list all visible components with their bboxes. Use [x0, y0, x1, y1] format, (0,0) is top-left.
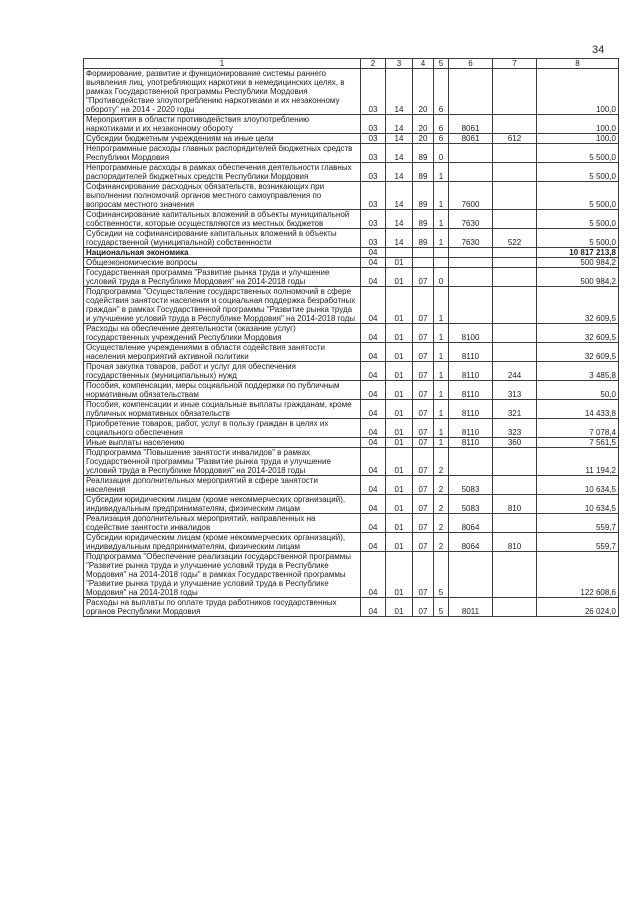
row-code-cell: 01 [386, 552, 413, 598]
row-code-cell: 03 [361, 210, 386, 229]
table-row [84, 552, 619, 598]
row-sum-cell: 5 500,0 [537, 210, 619, 229]
row-code-cell: 1 [434, 229, 449, 248]
row-code-cell: 323 [493, 419, 537, 438]
row-code-cell: 01 [386, 343, 413, 362]
row-sum-cell: 50,0 [537, 381, 619, 400]
row-code-cell: 07 [413, 381, 434, 400]
row-code-cell: 07 [413, 448, 434, 476]
row-code-cell: 1 [434, 324, 449, 343]
row-name-cell: Субсидии на софинансирование капитальных вложений в объекты государственной (муниципальной) собственности [84, 229, 361, 248]
table-row [84, 362, 619, 381]
row-code-cell: 321 [493, 400, 537, 419]
row-name-cell: Непрограммные расходы в рамках обеспечения деятельности главных распорядителей бюджетных средств Республики Мордовия [84, 163, 361, 182]
table-row [84, 598, 619, 617]
row-sum-cell: 5 500,0 [537, 163, 619, 182]
row-code-cell: 0 [434, 268, 449, 287]
row-sum-cell: 100,0 [537, 115, 619, 134]
row-code-cell: 612 [493, 134, 537, 144]
row-code-cell [493, 287, 537, 324]
row-code-cell: 04 [361, 248, 386, 258]
row-code-cell: 1 [434, 438, 449, 448]
row-code-cell: 07 [413, 533, 434, 552]
row-name-cell: Приобретение товаров, работ, услуг в пользу граждан в целях их социального обеспечения [84, 419, 361, 438]
row-code-cell: 14 [386, 210, 413, 229]
row-code-cell [434, 248, 449, 258]
row-code-cell: 1 [434, 210, 449, 229]
row-code-cell [449, 144, 493, 163]
row-code-cell: 1 [434, 381, 449, 400]
row-name-cell: Субсидии бюджетным учреждениям на иные цели [84, 134, 361, 144]
row-code-cell: 7630 [449, 210, 493, 229]
header-cell: 4 [413, 59, 434, 69]
table-row [84, 115, 619, 134]
row-sum-cell: 3 485,8 [537, 362, 619, 381]
row-code-cell: 6 [434, 115, 449, 134]
row-code-cell [493, 448, 537, 476]
row-sum-cell: 14 433,8 [537, 400, 619, 419]
row-code-cell: 01 [386, 258, 413, 268]
budget-table [83, 58, 619, 617]
table-row [84, 448, 619, 476]
row-code-cell: 04 [361, 552, 386, 598]
row-code-cell: 03 [361, 134, 386, 144]
row-name-cell: Субсидии юридическим лицам (кроме некоммерческих организаций), индивидуальным предпринимателям, физическим лицам [84, 495, 361, 514]
table-row [84, 182, 619, 210]
row-code-cell [493, 258, 537, 268]
table-row [84, 533, 619, 552]
row-code-cell: 20 [413, 134, 434, 144]
row-sum-cell: 32 609,5 [537, 324, 619, 343]
row-code-cell: 03 [361, 182, 386, 210]
row-code-cell: 8100 [449, 324, 493, 343]
row-code-cell: 89 [413, 182, 434, 210]
row-code-cell: 14 [386, 163, 413, 182]
row-sum-cell: 11 194,2 [537, 448, 619, 476]
row-code-cell [386, 248, 413, 258]
row-code-cell: 20 [413, 115, 434, 134]
row-code-cell: 07 [413, 552, 434, 598]
row-code-cell [449, 448, 493, 476]
row-code-cell: 07 [413, 419, 434, 438]
row-code-cell: 01 [386, 476, 413, 495]
row-code-cell: 01 [386, 495, 413, 514]
row-code-cell: 07 [413, 438, 434, 448]
row-code-cell: 07 [413, 400, 434, 419]
row-name-cell: Национальная экономика [84, 248, 361, 258]
row-code-cell: 313 [493, 381, 537, 400]
row-name-cell: Осуществление учреждениями в области содействия занятости населения мероприятий активной политики [84, 343, 361, 362]
row-code-cell: 07 [413, 598, 434, 617]
row-code-cell: 8061 [449, 134, 493, 144]
row-code-cell: 1 [434, 400, 449, 419]
row-code-cell: 01 [386, 268, 413, 287]
row-code-cell: 04 [361, 287, 386, 324]
row-code-cell [493, 144, 537, 163]
row-code-cell: 6 [434, 69, 449, 115]
row-code-cell: 04 [361, 514, 386, 533]
row-sum-cell: 5 500,0 [537, 182, 619, 210]
row-code-cell: 244 [493, 362, 537, 381]
row-code-cell: 1 [434, 163, 449, 182]
row-code-cell: 01 [386, 419, 413, 438]
row-code-cell: 04 [361, 448, 386, 476]
row-sum-cell: 32 609,5 [537, 287, 619, 324]
row-code-cell: 04 [361, 400, 386, 419]
row-name-cell: Расходы на выплаты по оплате труда работников государственных органов Республики Мордовия [84, 598, 361, 617]
row-code-cell [449, 163, 493, 182]
table-row [84, 324, 619, 343]
row-code-cell: 07 [413, 324, 434, 343]
header-cell: 6 [449, 59, 493, 69]
row-code-cell [413, 248, 434, 258]
row-code-cell: 07 [413, 287, 434, 324]
row-name-cell: Мероприятия в области противодействия злоупотреблению наркотиками и их незаконному обороту [84, 115, 361, 134]
row-code-cell: 03 [361, 115, 386, 134]
row-code-cell: 5 [434, 598, 449, 617]
row-code-cell: 1 [434, 182, 449, 210]
row-code-cell [493, 69, 537, 115]
row-code-cell: 04 [361, 268, 386, 287]
row-sum-cell: 559,7 [537, 514, 619, 533]
row-code-cell: 14 [386, 115, 413, 134]
row-code-cell [449, 69, 493, 115]
row-code-cell: 01 [386, 438, 413, 448]
row-code-cell: 1 [434, 362, 449, 381]
row-code-cell: 01 [386, 324, 413, 343]
table-row [84, 163, 619, 182]
row-name-cell: Пособия, компенсации и иные социальные выплаты гражданам, кроме публичных нормативных обязательств [84, 400, 361, 419]
row-code-cell [449, 258, 493, 268]
row-name-cell: Субсидии юридическим лицам (кроме некоммерческих организаций), индивидуальным предпринимателям, физическим лицам [84, 533, 361, 552]
row-code-cell: 14 [386, 144, 413, 163]
row-code-cell: 810 [493, 495, 537, 514]
row-code-cell: 07 [413, 362, 434, 381]
row-code-cell [493, 552, 537, 598]
row-code-cell: 14 [386, 182, 413, 210]
header-cell: 1 [84, 59, 361, 69]
row-code-cell: 7600 [449, 182, 493, 210]
table-row [84, 514, 619, 533]
row-code-cell: 01 [386, 362, 413, 381]
row-code-cell [493, 248, 537, 258]
row-code-cell [493, 598, 537, 617]
row-code-cell: 04 [361, 533, 386, 552]
page-number: 34 [592, 44, 605, 56]
row-code-cell: 1 [434, 287, 449, 324]
row-code-cell: 14 [386, 229, 413, 248]
row-sum-cell: 100,0 [537, 134, 619, 144]
row-code-cell [493, 210, 537, 229]
header-cell: 5 [434, 59, 449, 69]
row-name-cell: Формирование, развитие и функционирование системы раннего выявления лиц, употребляющих наркотики в немедицинских целях, в рамках Государственной программы Республики Мордовия "Противодействие злоупотреблению наркотиками и их незаконному обороту" на 2014 - 2020 годы [84, 69, 361, 115]
row-code-cell: 14 [386, 69, 413, 115]
row-code-cell: 01 [386, 598, 413, 617]
row-code-cell [449, 268, 493, 287]
row-code-cell: 360 [493, 438, 537, 448]
table-row [84, 495, 619, 514]
header-cell: 3 [386, 59, 413, 69]
row-code-cell [413, 258, 434, 268]
row-code-cell: 8061 [449, 115, 493, 134]
row-sum-cell: 26 024,0 [537, 598, 619, 617]
row-code-cell: 01 [386, 448, 413, 476]
row-code-cell: 8064 [449, 533, 493, 552]
table-row [84, 258, 619, 268]
row-code-cell [493, 182, 537, 210]
row-name-cell: Софинансирование капитальных вложений в объекты муниципальной собственности, которые осуществляются из местных бюджетов [84, 210, 361, 229]
row-code-cell: 07 [413, 268, 434, 287]
row-code-cell [493, 115, 537, 134]
row-code-cell: 2 [434, 448, 449, 476]
row-code-cell: 04 [361, 438, 386, 448]
row-code-cell: 8110 [449, 419, 493, 438]
table-row [84, 287, 619, 324]
row-code-cell: 03 [361, 229, 386, 248]
row-code-cell: 07 [413, 514, 434, 533]
row-name-cell: Подпрограмма "Осуществление государственных полномочий в сфере содействия занятости населения и социальная поддержка безработных граждан" в рамках Государственной программы "Развитие рынка труда и улучшение условий труда в Республике Мордовия" на 2014-2018 годы [84, 287, 361, 324]
row-sum-cell: 10 817 213,8 [537, 248, 619, 258]
table-row [84, 268, 619, 287]
table-row [84, 381, 619, 400]
table-row [84, 144, 619, 163]
row-code-cell: 07 [413, 343, 434, 362]
header-cell: 7 [493, 59, 537, 69]
row-sum-cell: 10 634,5 [537, 495, 619, 514]
row-sum-cell: 122 608,6 [537, 552, 619, 598]
row-code-cell [493, 163, 537, 182]
row-code-cell [493, 476, 537, 495]
row-code-cell: 2 [434, 476, 449, 495]
row-code-cell: 8011 [449, 598, 493, 617]
row-sum-cell: 5 500,0 [537, 144, 619, 163]
header-cell: 8 [537, 59, 619, 69]
row-code-cell: 89 [413, 163, 434, 182]
row-code-cell: 20 [413, 69, 434, 115]
row-code-cell: 01 [386, 400, 413, 419]
row-code-cell: 07 [413, 495, 434, 514]
row-name-cell: Общеэкономические вопросы [84, 258, 361, 268]
row-code-cell: 01 [386, 514, 413, 533]
row-code-cell: 6 [434, 134, 449, 144]
row-sum-cell: 10 634,5 [537, 476, 619, 495]
row-code-cell: 04 [361, 362, 386, 381]
row-code-cell: 8110 [449, 381, 493, 400]
row-name-cell: Реализация дополнительных мероприятий, направленных на содействие занятости инвалидов [84, 514, 361, 533]
row-code-cell: 2 [434, 533, 449, 552]
row-code-cell: 03 [361, 69, 386, 115]
row-sum-cell: 500 984,2 [537, 268, 619, 287]
row-code-cell: 2 [434, 495, 449, 514]
row-name-cell: Непрограммные расходы главных распорядителей бюджетных средств Республики Мордовия [84, 144, 361, 163]
row-code-cell [493, 514, 537, 533]
row-sum-cell: 559,7 [537, 533, 619, 552]
row-code-cell [493, 324, 537, 343]
row-sum-cell: 500 984,2 [537, 258, 619, 268]
row-code-cell: 5 [434, 552, 449, 598]
row-code-cell [493, 268, 537, 287]
table-row [84, 229, 619, 248]
row-code-cell: 1 [434, 419, 449, 438]
row-code-cell: 89 [413, 210, 434, 229]
row-name-cell: Реализация дополнительных мероприятий в сфере занятости населения [84, 476, 361, 495]
row-code-cell: 04 [361, 419, 386, 438]
row-code-cell: 7630 [449, 229, 493, 248]
table-row [84, 400, 619, 419]
row-code-cell: 810 [493, 533, 537, 552]
row-code-cell: 03 [361, 144, 386, 163]
table-row [84, 438, 619, 448]
row-name-cell: Подпрограмма "Повышение занятости инвалидов" в рамках Государственной программы "Развитие рынка труда и улучшение условий труда в Республике Мордовия" на 2014-2018 годы [84, 448, 361, 476]
row-code-cell: 04 [361, 381, 386, 400]
row-name-cell: Подпрограмма "Обеспечение реализации государственной программы "Развитие рынка труда и улучшение условий труда в Республике Мордовия" на 2014-2018 годы" в рамках Государственной программы "Развитие рынка труда и улучшение условий труда в Республике Мордовия" на 2014-2018 годы [84, 552, 361, 598]
row-code-cell [493, 343, 537, 362]
table-row [84, 134, 619, 144]
row-code-cell: 8110 [449, 438, 493, 448]
row-sum-cell: 5 500,0 [537, 229, 619, 248]
table-row [84, 210, 619, 229]
row-code-cell: 89 [413, 229, 434, 248]
table-row [84, 419, 619, 438]
row-code-cell: 04 [361, 343, 386, 362]
row-code-cell: 5083 [449, 476, 493, 495]
row-name-cell: Иные выплаты населению [84, 438, 361, 448]
row-code-cell: 01 [386, 287, 413, 324]
row-code-cell: 89 [413, 144, 434, 163]
row-code-cell: 04 [361, 495, 386, 514]
header-cell: 2 [361, 59, 386, 69]
row-code-cell: 8110 [449, 400, 493, 419]
row-code-cell: 04 [361, 598, 386, 617]
row-code-cell: 522 [493, 229, 537, 248]
row-name-cell: Софинансирование расходных обязательств, возникающих при выполнении полномочий органов местного самоуправления по вопросам местного значения [84, 182, 361, 210]
row-sum-cell: 100,0 [537, 69, 619, 115]
row-code-cell: 5083 [449, 495, 493, 514]
row-code-cell: 1 [434, 343, 449, 362]
table-header-row [84, 59, 619, 69]
row-sum-cell: 7 561,5 [537, 438, 619, 448]
row-code-cell: 01 [386, 533, 413, 552]
row-code-cell: 8110 [449, 343, 493, 362]
row-code-cell [449, 552, 493, 598]
table-row [84, 248, 619, 258]
row-code-cell: 01 [386, 381, 413, 400]
row-name-cell: Расходы на обеспечение деятельности (оказание услуг) государственных учреждений Республики Мордовия [84, 324, 361, 343]
row-name-cell: Прочая закупка товаров, работ и услуг для обеспечения государственных (муниципальных) нужд [84, 362, 361, 381]
row-code-cell [449, 248, 493, 258]
row-name-cell: Пособия, компенсации, меры социальной поддержки по публичным нормативным обязательствам [84, 381, 361, 400]
row-sum-cell: 7 078,4 [537, 419, 619, 438]
table-row [84, 343, 619, 362]
row-code-cell: 03 [361, 163, 386, 182]
row-code-cell: 04 [361, 476, 386, 495]
row-code-cell: 04 [361, 324, 386, 343]
row-name-cell: Государственная программа "Развитие рынка труда и улучшение условий труда в Республике Мордовия" на 2014-2018 годы [84, 268, 361, 287]
table-row [84, 69, 619, 115]
row-sum-cell: 32 609,5 [537, 343, 619, 362]
row-code-cell [449, 287, 493, 324]
row-code-cell: 2 [434, 514, 449, 533]
table-row [84, 476, 619, 495]
row-code-cell: 04 [361, 258, 386, 268]
row-code-cell: 14 [386, 134, 413, 144]
row-code-cell: 8064 [449, 514, 493, 533]
row-code-cell: 07 [413, 476, 434, 495]
row-code-cell [434, 258, 449, 268]
row-code-cell: 0 [434, 144, 449, 163]
row-code-cell: 8110 [449, 362, 493, 381]
